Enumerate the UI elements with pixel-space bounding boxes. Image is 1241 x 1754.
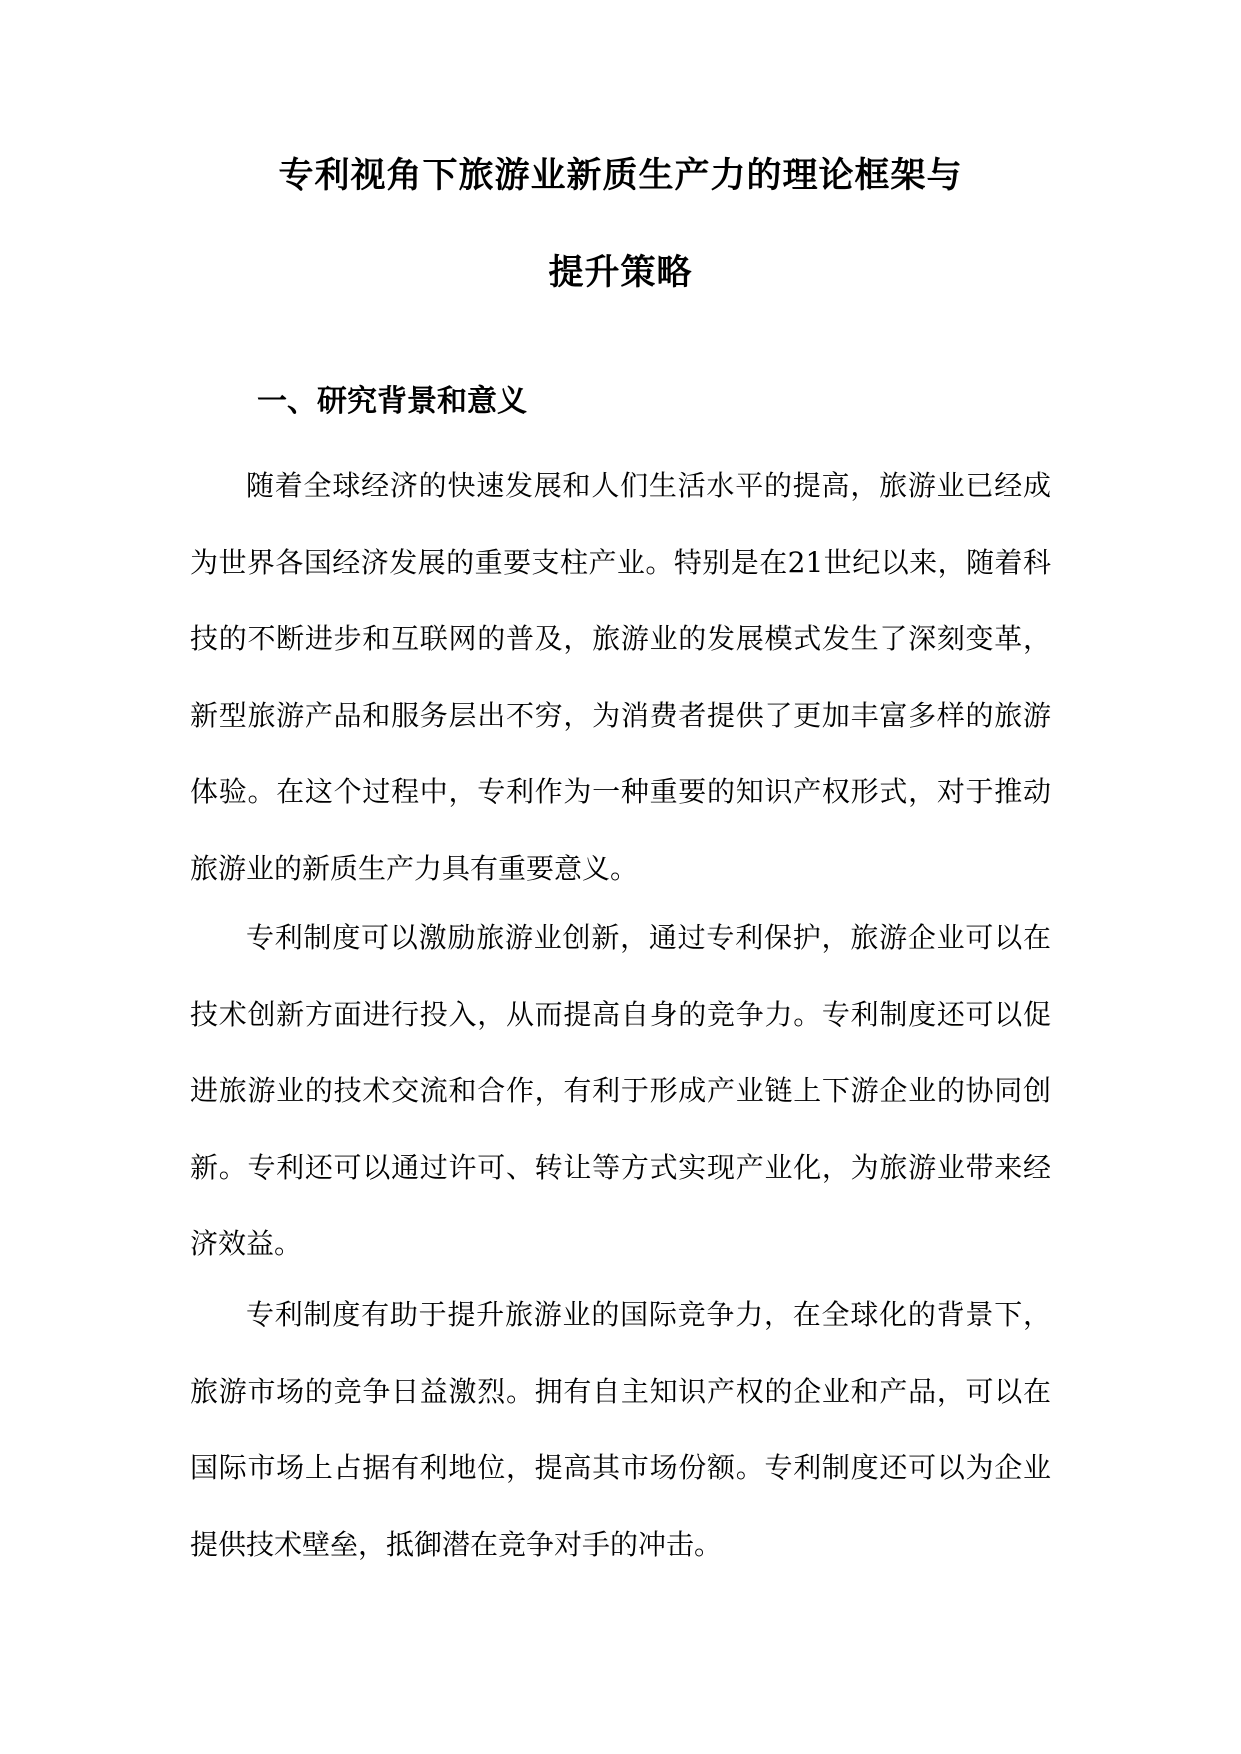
body-paragraph: 专利制度有助于提升旅游业的国际竞争力，在全球化的背景下，旅游市场的竞争日益激烈。拥有自主知识产权的企业和产品，可以在国际市场上占据有利地位，提高其市场份额。专利制度还可以为企业提供技术壁垒，抵御潜在竞争对手的冲击。: [190, 1298, 1051, 1561]
document-title-line-1: 专利视角下旅游业新质生产力的理论框架与: [278, 156, 963, 196]
body-paragraph: 随着全球经济的快速发展和人们生活水平的提高，旅游业已经成为世界各国经济发展的重要支柱产业。特别是在21世纪以来，随着科技的不断进步和互联网的普及，旅游业的发展模式发生了深刻变革，新型旅游产品和服务层出不穷，为消费者提供了更加丰富多样的旅游体验。在这个过程中，专利作为一种重要的知识产权形式，对于推动旅游业的新质生产力具有重要意义。: [190, 469, 1051, 885]
document-title-line-2: 提升策略: [548, 253, 693, 293]
section-heading: 一、研究背景和意义: [257, 384, 527, 419]
body-paragraph: 专利制度可以激励旅游业创新，通过专利保护，旅游企业可以在技术创新方面进行投入，从而提高自身的竞争力。专利制度还可以促进旅游业的技术交流和合作，有利于形成产业链上下游企业的协同创新。专利还可以通过许可、转让等方式实现产业化，为旅游业带来经济效益。: [190, 921, 1051, 1260]
